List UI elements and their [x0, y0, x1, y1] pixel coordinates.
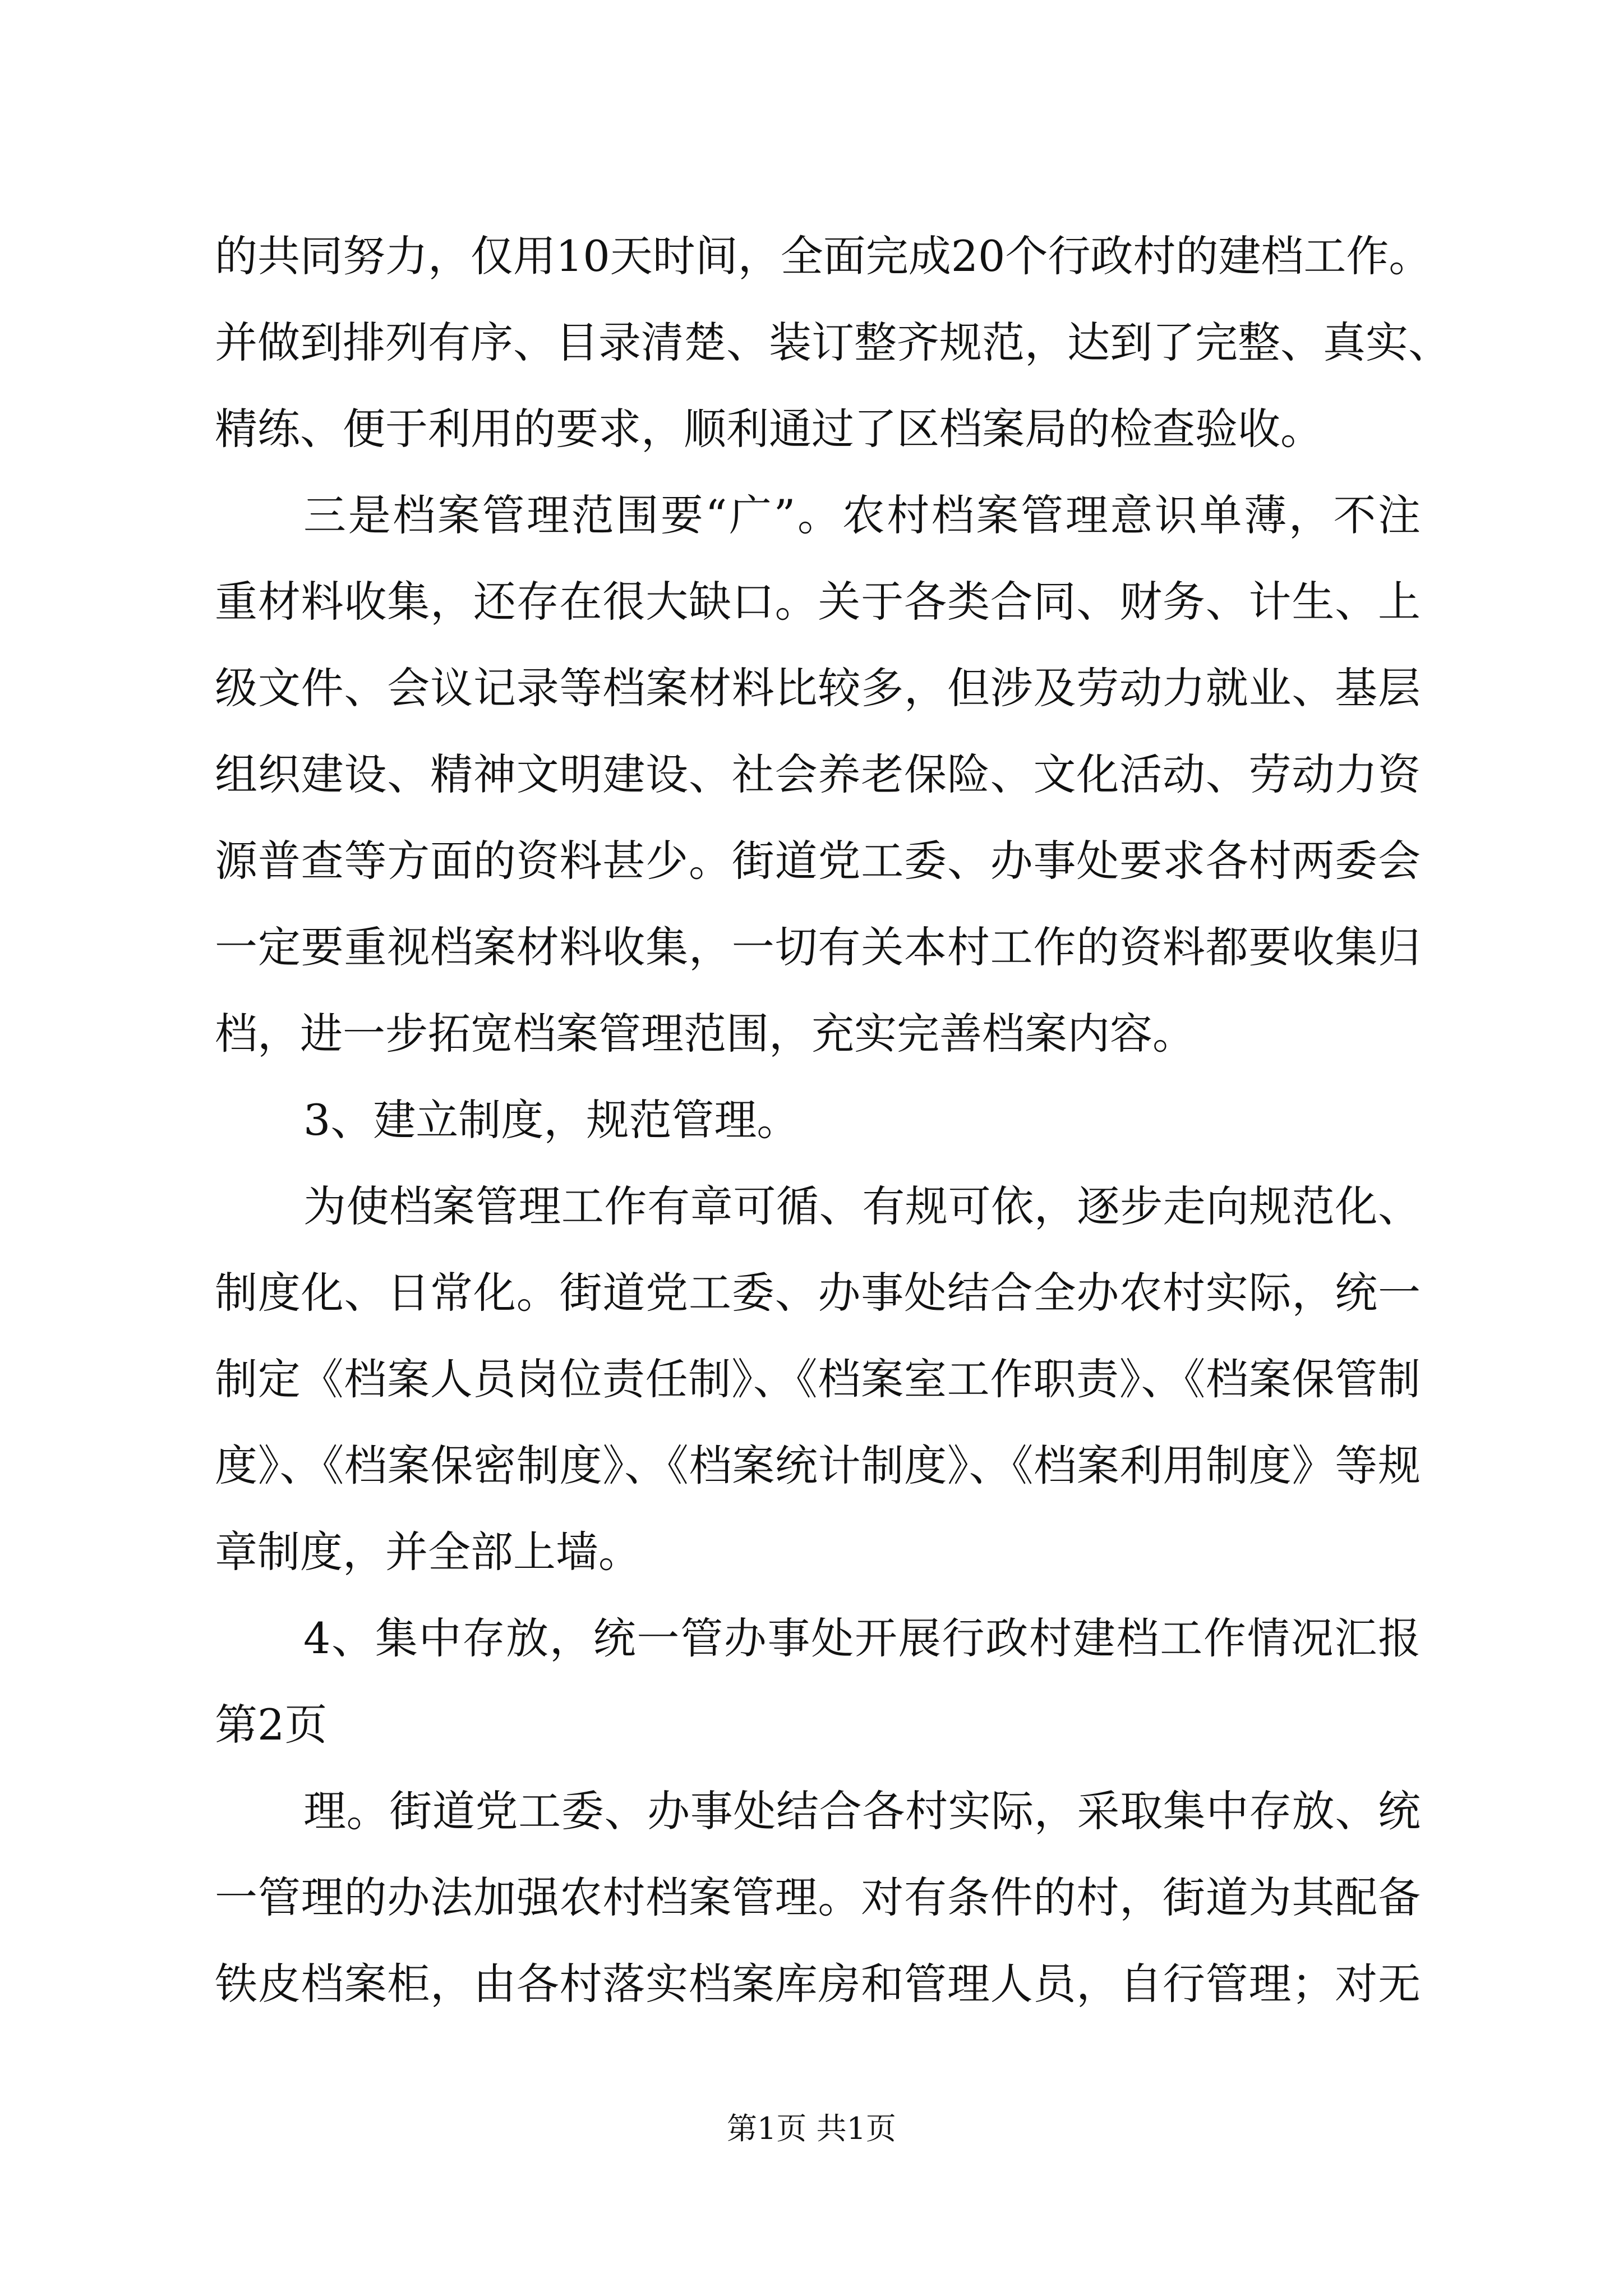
text-line: 的共同努力，仅用10天时间，全面完成20个行政村的建档工作。 [215, 231, 1432, 281]
text-line: 重材料收集，还存在很大缺口。关于各类合同、财务、计生、上 [215, 577, 1421, 627]
text-line: 一管理的办法加强农村档案管理。对有条件的村，街道为其配备 [215, 1872, 1421, 1922]
section-heading: 3、建立制度，规范管理。 [303, 1095, 800, 1145]
text-line: 章制度，并全部上墙。 [215, 1527, 641, 1577]
text-line: 制度化、日常化。街道党工委、办事处结合全办农村实际，统一 [215, 1268, 1421, 1318]
text-line: 一定要重视档案材料收集，一切有关本村工作的资料都要收集归 [215, 922, 1421, 972]
text-line: 源普查等方面的资料甚少。街道党工委、办事处要求各村两委会 [215, 836, 1421, 886]
text-line: 并做到排列有序、目录清楚、装订整齐规范，达到了完整、真实、 [215, 318, 1451, 367]
page-footer: 第1页 共1页 [727, 2111, 896, 2146]
paragraph-first-line: 为使档案管理工作有章可循、有规可依，逐步走向规范化、 [303, 1181, 1421, 1231]
text-line: 组织建设、精神文明建设、社会养老保险、文化活动、劳动力资 [215, 749, 1421, 799]
section-heading: 4、集中存放，统一管办事处开展行政村建档工作情况汇报 [303, 1613, 1421, 1663]
body-text [215, 213, 1451, 2027]
text-line: 级文件、会议记录等档案材料比较多，但涉及劳动力就业、基层 [215, 663, 1421, 713]
inline-page-marker: 第2页 [215, 1700, 328, 1750]
paragraph-first-line: 三是档案管理范围要“广”。农村档案管理意识单薄，不注 [303, 490, 1421, 540]
text-line: 精练、便于利用的要求，顺利通过了区档案局的检查验收。 [215, 404, 1323, 454]
text-line: 档，进一步拓宽档案管理范围，充实完善档案内容。 [215, 1009, 1195, 1059]
text-line: 铁皮档案柜，由各村落实档案库房和管理人员，自行管理；对无 [215, 1959, 1421, 2009]
text-line: 度》、《档案保密制度》、《档案统计制度》、《档案利用制度》等规 [215, 1441, 1421, 1490]
text-line: 制定《档案人员岗位责任制》、《档案室工作职责》、《档案保管制 [215, 1354, 1421, 1404]
paragraph-first-line: 理。街道党工委、办事处结合各村实际，采取集中存放、统 [303, 1786, 1421, 1836]
